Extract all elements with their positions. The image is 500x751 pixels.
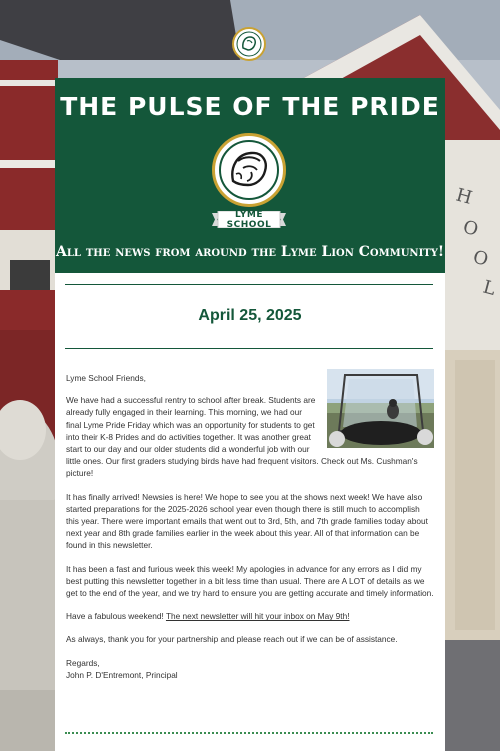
divider-bottom xyxy=(65,348,433,349)
bird-feeder-photo xyxy=(327,369,434,448)
letter-paragraph-4 xyxy=(66,610,434,622)
letter-paragraph-5: As always, thank you for your partnership and please reach out if we can be of assistance. xyxy=(66,634,398,645)
letter-paragraph-2: It has finally arrived! Newsies is here! We hope to see you at the shows next week! We have also started preparations for the 2025-2026 school year even though there is still much to accomplish this year. There were important emails that went out to 3rd, 5th, and 7th grade families today about next year and 8th grade families earlier in the week about this year. All of that information can be found in this newsletter. xyxy=(66,491,428,551)
letter-greeting: Lyme School Friends, xyxy=(66,373,146,383)
school-seal xyxy=(212,133,286,207)
bird-feeder-image xyxy=(327,369,434,448)
newsletter-tagline: All the news from around the Lyme Lion Community! xyxy=(56,244,444,260)
dotted-divider xyxy=(65,732,433,734)
school-ribbon xyxy=(212,211,286,228)
newsletter-title: THE PULSE OF THE PRIDE xyxy=(60,92,440,121)
lion-seal-icon xyxy=(218,139,280,201)
top-lion-badge xyxy=(232,27,266,61)
svg-text:O: O xyxy=(460,216,481,241)
letter-signature: John P. D'Entremont, Principal xyxy=(66,669,178,680)
divider-top xyxy=(65,284,433,285)
next-newsletter-link[interactable]: The next newsletter will hit your inbox on May 9th! xyxy=(165,611,350,622)
newsletter-header xyxy=(55,78,445,273)
svg-text:L: L xyxy=(480,276,498,300)
svg-text:H: H xyxy=(453,184,475,209)
svg-text:O: O xyxy=(470,246,491,271)
school-name-label: LYME SCHOOL xyxy=(226,209,272,230)
newsletter-date: April 25, 2025 xyxy=(198,307,302,324)
newsletter-card xyxy=(55,78,445,751)
lion-logo-icon xyxy=(236,31,262,57)
letter-paragraph-3: It has been a fast and furious week this week! My apologies in advance for any errors as I did my best putting this newsletter together in a bit less time than usual. There are A LOT of details as we get to the end of the year, and we try hard to ensure you are getting accurate and timely information. xyxy=(66,563,434,599)
letter-closing: Regards, xyxy=(66,657,100,668)
weekend-text: Have a fabulous weekend! xyxy=(66,611,166,622)
letter-body xyxy=(66,372,434,692)
letter-paragraph-1: We have had a successful rentry to school after break. Students are already fully engaged in their learning. This morning, we had our final Lyme Pride Friday which was an opportunity for students to get into their K-8 Prides and do activities together. It was another great start to our day and our older students did a wonderful job with our little ones. Our first graders studying birds have had frequent visitors. Check out Ms. Cushman's picture! xyxy=(66,395,418,479)
